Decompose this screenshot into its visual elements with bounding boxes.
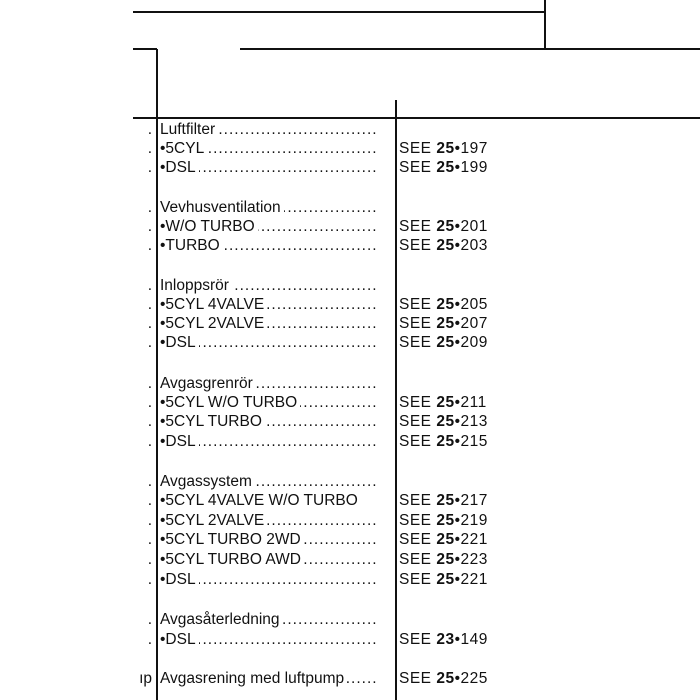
entry-label: •5CYL TURBO AWD .....: [160, 550, 378, 569]
index-row: [0, 295, 700, 314]
entry-label: Avgasrening med luftpump .....: [160, 669, 378, 688]
row-lead-mark: .: [147, 473, 152, 490]
entry-label: •5CYL 2VALVE .....: [160, 511, 378, 530]
row-lead-mark: .: [147, 413, 152, 430]
page-reference: SEE 25•211: [399, 394, 487, 411]
row-lead-mark: .: [147, 277, 152, 294]
entry-label: Luftfilter .....: [160, 120, 378, 139]
page-reference: SEE 25•225: [399, 670, 488, 687]
page-reference: SEE 25•219: [399, 512, 488, 529]
index-row: [0, 511, 700, 530]
index-row: [0, 530, 700, 549]
index-row: [0, 374, 700, 393]
index-row: [0, 630, 700, 649]
page-reference: SEE 25•199: [399, 159, 488, 176]
entry-label: •DSL .....: [160, 158, 378, 177]
row-lead-mark: .: [147, 121, 152, 138]
entry-label: •5CYL W/O TURBO .....: [160, 393, 378, 412]
row-lead-mark: .: [147, 531, 152, 548]
entry-label: •5CYL TURBO .....: [160, 412, 378, 431]
row-lead-mark: .: [147, 296, 152, 313]
row-lead-mark: .: [147, 611, 152, 628]
index-row: [0, 550, 700, 569]
page-reference: SEE 25•209: [399, 334, 488, 351]
entry-label: Avgassystem .....: [160, 472, 378, 491]
entry-label: •TURBO .....: [160, 236, 378, 255]
page-reference: SEE 25•207: [399, 315, 488, 332]
entry-label: Avgasåterledning .....: [160, 610, 378, 629]
table-header-rule: [133, 117, 700, 119]
row-lead-mark: .: [147, 218, 152, 235]
entry-label: •5CYL 4VALVE .....: [160, 295, 378, 314]
page-reference: SEE 25•213: [399, 413, 488, 430]
page-reference: SEE 23•149: [399, 631, 488, 648]
index-row: [0, 139, 700, 158]
entry-label: •W/O TURBO .....: [160, 217, 378, 236]
index-row: [0, 669, 700, 688]
index-row: [0, 610, 700, 629]
index-row: [0, 158, 700, 177]
index-row: [0, 217, 700, 236]
header-rule-left: [133, 48, 157, 50]
page-reference: SEE 25•197: [399, 140, 488, 157]
entry-label: •DSL .....: [160, 570, 378, 589]
index-row: [0, 491, 700, 510]
row-lead-mark: ıp: [139, 670, 152, 687]
page-reference: SEE 25•201: [399, 218, 488, 235]
entry-label: •5CYL .....: [160, 139, 378, 158]
row-lead-mark: .: [147, 199, 152, 216]
entry-label: •DSL .....: [160, 432, 378, 451]
header-box-bottom-rule: [133, 11, 545, 13]
index-row: [0, 393, 700, 412]
index-row: [0, 570, 700, 589]
entry-label: •5CYL TURBO 2WD .....: [160, 530, 378, 549]
row-lead-mark: .: [147, 140, 152, 157]
entry-label: •DSL .....: [160, 333, 378, 352]
page-reference: SEE 25•215: [399, 433, 488, 450]
row-lead-mark: .: [147, 512, 152, 529]
index-row: [0, 432, 700, 451]
row-lead-mark: .: [147, 631, 152, 648]
page-reference: SEE 25•203: [399, 237, 488, 254]
row-lead-mark: .: [147, 394, 152, 411]
page-reference: SEE 25•221: [399, 531, 488, 548]
index-row: [0, 412, 700, 431]
row-lead-mark: .: [147, 551, 152, 568]
row-lead-mark: .: [147, 433, 152, 450]
index-row: [0, 276, 700, 295]
index-row: [0, 120, 700, 139]
row-lead-mark: .: [147, 492, 152, 509]
row-lead-mark: .: [147, 237, 152, 254]
row-lead-mark: .: [147, 315, 152, 332]
row-lead-mark: .: [147, 334, 152, 351]
row-lead-mark: .: [147, 375, 152, 392]
header-box-right-rule: [544, 0, 546, 50]
page-reference: SEE 25•221: [399, 571, 488, 588]
entry-label: Avgasgrenrör .....: [160, 374, 378, 393]
entry-label: •DSL .....: [160, 630, 378, 649]
row-lead-mark: .: [147, 159, 152, 176]
header-rule-right: [240, 48, 700, 50]
index-row: [0, 472, 700, 491]
index-row: [0, 236, 700, 255]
index-row: [0, 198, 700, 217]
entry-label: Vevhusventilation .....: [160, 198, 378, 217]
index-row: [0, 314, 700, 333]
page-reference: SEE 25•205: [399, 296, 488, 313]
page-reference: SEE 25•223: [399, 551, 488, 568]
page-reference: SEE 25•217: [399, 492, 488, 509]
entry-label: Inloppsrör .....: [160, 276, 378, 295]
index-row: [0, 333, 700, 352]
entry-label: •5CYL 4VALVE W/O TURBO: [160, 491, 378, 510]
entry-label: •5CYL 2VALVE .....: [160, 314, 378, 333]
row-lead-mark: .: [147, 571, 152, 588]
